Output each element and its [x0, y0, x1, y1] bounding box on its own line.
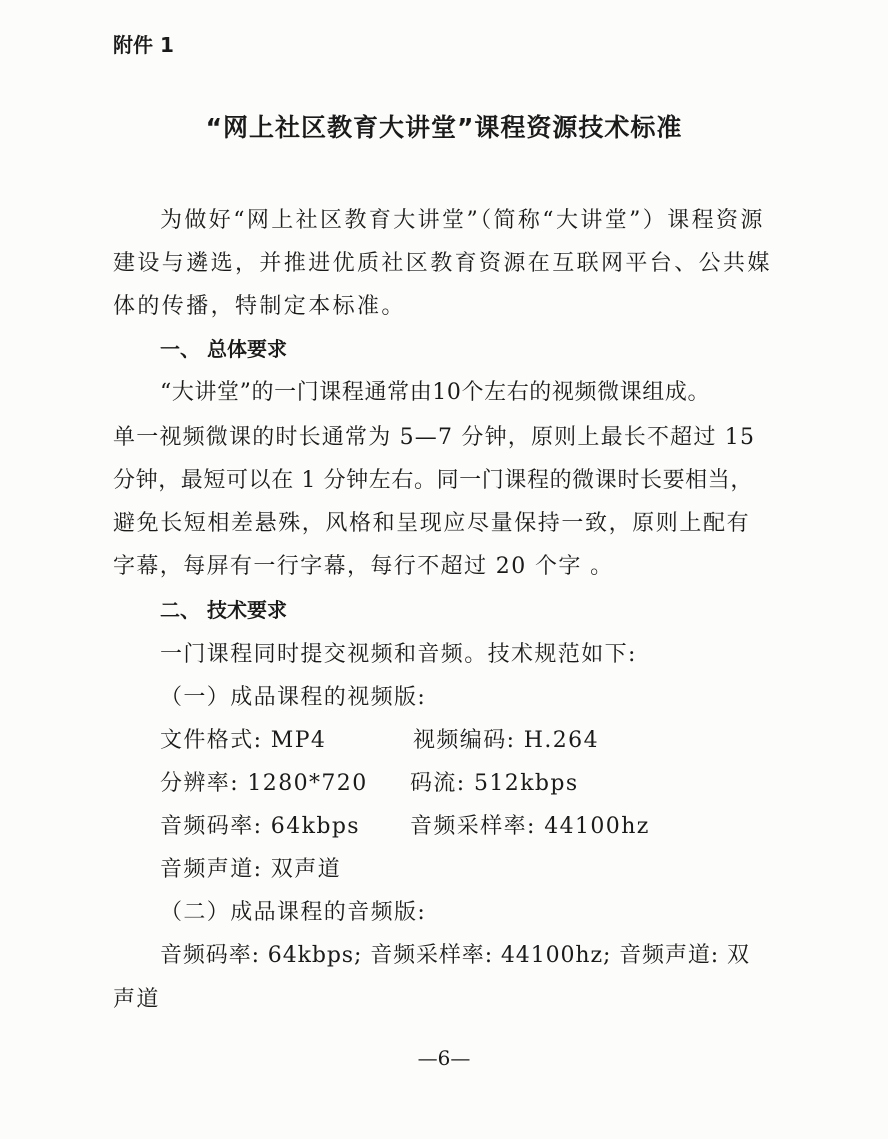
audio-spec-line-1: 音频码率: 64kbps; 音频采样率: 44100hz; 音频声道: 双 — [160, 943, 750, 968]
spec-resolution: 分辨率: 1280*720 — [160, 771, 368, 796]
spec-sample-rate: 音频采样率: 44100hz — [410, 814, 650, 839]
spec-video-codec: 视频编码: H.264 — [413, 728, 599, 753]
intro-line-3: 体的传播，特制定本标准。 — [113, 294, 406, 319]
document-title: “网上社区教育大讲堂”课程资源技术标准 — [205, 113, 683, 142]
audio-version-heading: （二）成品课程的音频版: — [160, 900, 427, 925]
intro-line-2: 建设与遴选，并推进优质社区教育资源在互联网平台、公共媒 — [113, 251, 772, 276]
section-1-line-3: 分钟，最短可以在 1 分钟左右。同一门课程的微课时长要相当， — [113, 468, 753, 493]
spec-file-format: 文件格式: MP4 — [160, 728, 327, 753]
section-2-heading: 二、 技术要求 — [160, 598, 287, 622]
attachment-label: 附件 1 — [113, 33, 174, 57]
spec-audio-channels: 音频声道: 双声道 — [160, 857, 342, 882]
page-number: —6— — [417, 1046, 471, 1070]
section-1-line-1: “大讲堂”的一门课程通常由10个左右的视频微课组成。 — [160, 380, 711, 405]
intro-line-1: 为做好“网上社区教育大讲堂”（简称“大讲堂”）课程资源 — [160, 208, 765, 233]
section-1-line-2: 单一视频微课的时长通常为 5—7 分钟，原则上最长不超过 15 — [113, 425, 756, 450]
section-1-line-4: 避免长短相差悬殊，风格和呈现应尽量保持一致，原则上配有 — [113, 511, 751, 536]
audio-spec-line-2: 声道 — [113, 987, 160, 1012]
spec-bitrate: 码流: 512kbps — [410, 771, 579, 796]
section-1-heading: 一、 总体要求 — [160, 337, 287, 361]
section-1-line-5: 字幕，每屏有一行字幕，每行不超过 20 个字 。 — [113, 554, 614, 579]
spec-audio-bitrate: 音频码率: 64kbps — [160, 814, 360, 839]
video-version-heading: （一）成品课程的视频版: — [160, 685, 427, 710]
section-2-intro: 一门课程同时提交视频和音频。技术规范如下: — [160, 642, 637, 667]
